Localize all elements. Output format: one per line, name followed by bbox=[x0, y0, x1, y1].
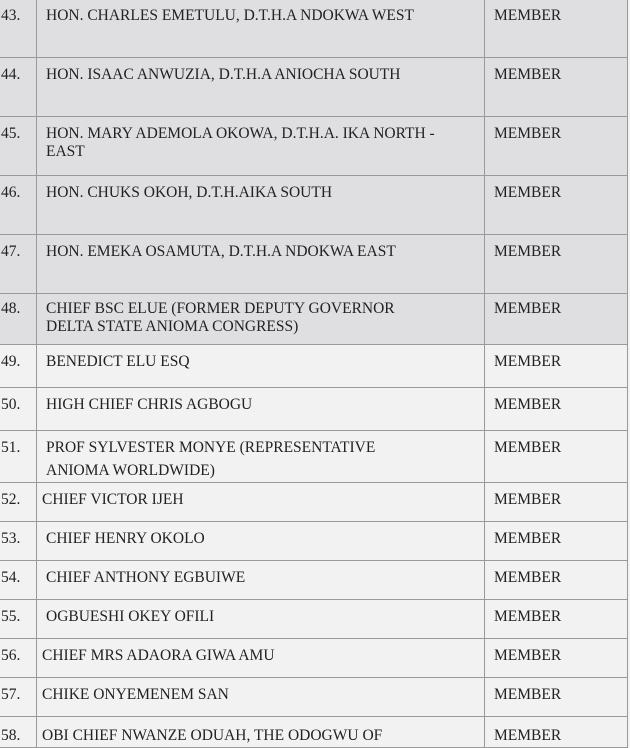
member-name: HON. ISAAC ANWUZIA, D.T.H.A ANIOCHA SOUTH bbox=[37, 58, 485, 117]
member-name: OGBUESHI OKEY OFILI bbox=[37, 600, 485, 639]
member-role: MEMBER bbox=[485, 345, 628, 388]
member-role: MEMBER bbox=[485, 294, 628, 345]
member-role: MEMBER bbox=[485, 678, 628, 717]
member-role: MEMBER bbox=[485, 117, 628, 176]
member-name: HON. EMEKA OSAMUTA, D.T.H.A NDOKWA EAST bbox=[37, 235, 485, 294]
member-name: CHIEF VICTOR IJEH bbox=[37, 483, 485, 522]
row-number: 46. bbox=[0, 176, 37, 235]
row-number: 51. bbox=[0, 431, 37, 483]
row-number: 47. bbox=[0, 235, 37, 294]
member-name: HIGH CHIEF CHRIS AGBOGU bbox=[37, 388, 485, 431]
member-role: MEMBER bbox=[485, 388, 628, 431]
table-row bbox=[0, 717, 628, 748]
member-role: MEMBER bbox=[485, 639, 628, 678]
table-row bbox=[0, 345, 628, 388]
member-role: MEMBER bbox=[485, 522, 628, 561]
table-row bbox=[0, 388, 628, 431]
table-row bbox=[0, 600, 628, 639]
row-number: 52. bbox=[0, 483, 37, 522]
row-number: 57. bbox=[0, 678, 37, 717]
member-name: OBI CHIEF NWANZE ODUAH, THE ODOGWU OF bbox=[37, 717, 485, 748]
row-number: 54. bbox=[0, 561, 37, 600]
row-number: 49. bbox=[0, 345, 37, 388]
row-number: 50. bbox=[0, 388, 37, 431]
row-number: 43. bbox=[0, 0, 37, 58]
member-name: CHIKE ONYEMENEM SAN bbox=[37, 678, 485, 717]
row-number: 58. bbox=[0, 717, 37, 748]
table-row bbox=[0, 639, 628, 678]
member-name: HON. CHUKS OKOH, D.T.H.AIKA SOUTH bbox=[37, 176, 485, 235]
row-number: 55. bbox=[0, 600, 37, 639]
row-number: 45. bbox=[0, 117, 37, 176]
table-row bbox=[0, 678, 628, 717]
member-name: HON. MARY ADEMOLA OKOWA, D.T.H.A. IKA NORTH - EAST bbox=[37, 117, 485, 176]
row-number: 56. bbox=[0, 639, 37, 678]
member-name: CHIEF HENRY OKOLO bbox=[37, 522, 485, 561]
table-row bbox=[0, 294, 628, 345]
member-role: MEMBER bbox=[485, 176, 628, 235]
member-name: CHIEF MRS ADAORA GIWA AMU bbox=[37, 639, 485, 678]
member-role: MEMBER bbox=[485, 717, 628, 748]
row-number: 44. bbox=[0, 58, 37, 117]
member-role: MEMBER bbox=[485, 0, 628, 58]
member-role: MEMBER bbox=[485, 235, 628, 294]
member-role: MEMBER bbox=[485, 561, 628, 600]
member-role: MEMBER bbox=[485, 431, 628, 483]
member-name: CHIEF ANTHONY EGBUIWE bbox=[37, 561, 485, 600]
member-name: HON. CHARLES EMETULU, D.T.H.A NDOKWA WEST bbox=[37, 0, 485, 58]
table-row bbox=[0, 117, 628, 176]
table-row bbox=[0, 0, 628, 58]
table-row bbox=[0, 483, 628, 522]
table-row bbox=[0, 176, 628, 235]
member-role: MEMBER bbox=[485, 600, 628, 639]
member-name: PROF SYLVESTER MONYE (REPRESENTATIVE ANIOMA WORLDWIDE) bbox=[37, 431, 485, 483]
member-role: MEMBER bbox=[485, 483, 628, 522]
table-row bbox=[0, 235, 628, 294]
member-role: MEMBER bbox=[485, 58, 628, 117]
table-row bbox=[0, 561, 628, 600]
row-number: 53. bbox=[0, 522, 37, 561]
table-row bbox=[0, 431, 628, 483]
table-row bbox=[0, 58, 628, 117]
row-number: 48. bbox=[0, 294, 37, 345]
member-name: BENEDICT ELU ESQ bbox=[37, 345, 485, 388]
table-row bbox=[0, 522, 628, 561]
member-name: CHIEF BSC ELUE (FORMER DEPUTY GOVERNOR DELTA STATE ANIOMA CONGRESS) bbox=[37, 294, 485, 345]
